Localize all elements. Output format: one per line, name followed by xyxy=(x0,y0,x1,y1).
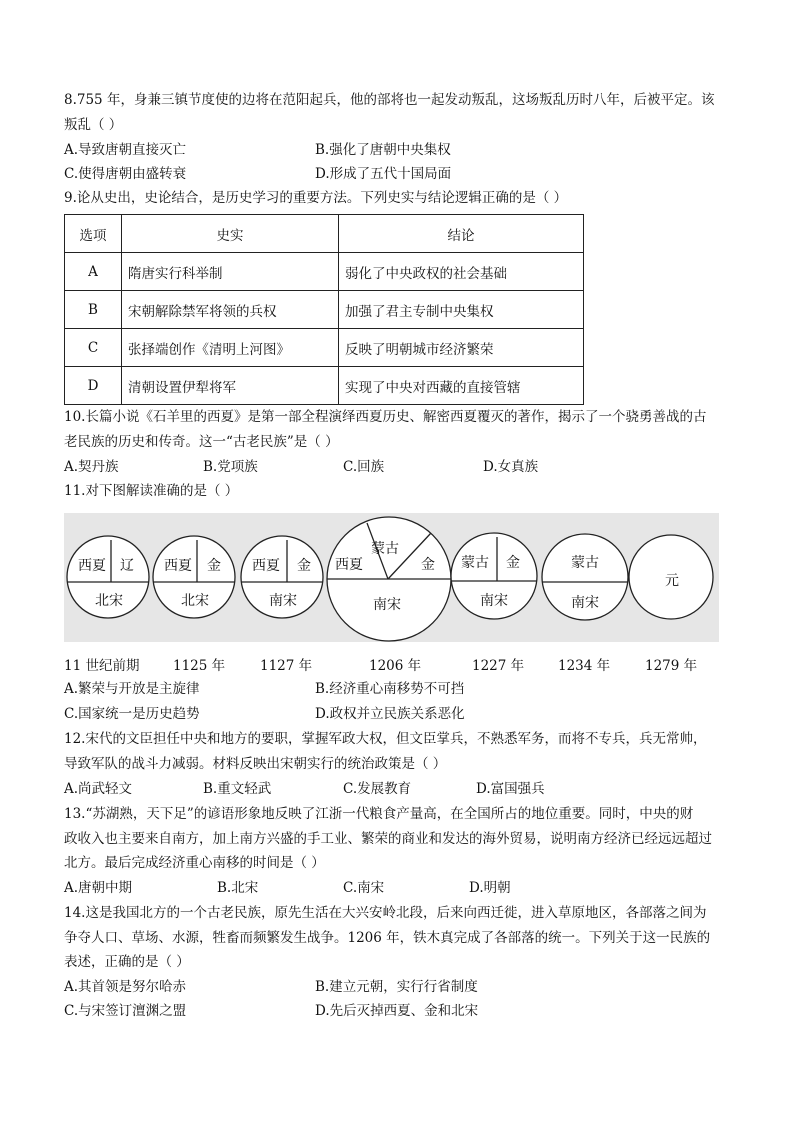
table-cell-conclusion: 加强了君主专制中央集权 xyxy=(339,291,584,329)
label: 金 xyxy=(297,558,311,574)
label: 西夏 xyxy=(78,558,106,574)
q8-option-a: A.导致唐朝直接灭亡 xyxy=(64,142,187,158)
q12-option-c: C.发展教育 xyxy=(343,781,412,797)
table-cell-fact: 宋朝解除禁军将领的兵权 xyxy=(122,291,339,329)
q14-option-b: B.建立元朝，实行行省制度 xyxy=(315,979,478,995)
year-label: 1234 年 xyxy=(558,658,611,674)
q10-stem-line1: 10.长篇小说《石羊里的西夏》是第一部全程演绎西夏历史、解密西夏覆灭的著作，揭示了一个骁勇善战的古 xyxy=(64,409,707,425)
q12-option-a: A.尚武轻文 xyxy=(64,781,133,797)
label: 南宋 xyxy=(571,595,599,611)
table-cell-fact: 清朝设置伊犁将军 xyxy=(122,367,339,405)
table-row xyxy=(65,329,584,367)
q10-option-d: D.女真族 xyxy=(483,459,539,475)
q11-stem: 11.对下图解读准确的是（ ） xyxy=(64,483,239,499)
table-cell-conclusion: 弱化了中央政权的社会基础 xyxy=(339,253,584,291)
label: 辽 xyxy=(120,558,134,574)
label: 蒙古 xyxy=(461,555,489,571)
q9-table xyxy=(64,214,584,405)
table-cell-conclusion: 反映了明朝城市经济繁荣 xyxy=(339,329,584,367)
table-row xyxy=(65,291,584,329)
label: 金 xyxy=(207,558,221,574)
q11-option-c: C.国家统一是历史趋势 xyxy=(64,706,200,722)
table-row xyxy=(65,253,584,291)
q12-option-d: D.富国强兵 xyxy=(476,781,545,797)
year-label: 1127 年 xyxy=(260,658,313,674)
table-header-option: 选项 xyxy=(65,215,122,253)
label: 金 xyxy=(506,555,520,571)
table-cell-option: D xyxy=(65,367,122,405)
label: 蒙古 xyxy=(371,541,399,557)
label: 北宋 xyxy=(95,593,123,609)
label: 北宋 xyxy=(181,593,209,609)
label: 西夏 xyxy=(335,557,363,573)
q13-stem-line2: 政收入也主要来自南方，加上南方兴盛的手工业、繁荣的商业和发达的海外贸易，说明南方经济已经远远超过 xyxy=(64,831,712,847)
q13-option-a: A.唐朝中期 xyxy=(64,880,133,896)
q8-stem-line2: 叛乱（ ） xyxy=(64,117,123,133)
q13-stem-line1: 13.“苏湖熟，天下足”的谚语形象地反映了江浙一代粮食产量高，在全国所占的地位重要。同时，中央的财 xyxy=(64,806,694,822)
year-label: 1125 年 xyxy=(173,658,226,674)
q8-option-b: B.强化了唐朝中央集权 xyxy=(315,142,451,158)
table-header-fact: 史实 xyxy=(122,215,339,253)
label: 蒙古 xyxy=(571,555,599,571)
q14-stem-line1: 14.这是我国北方的一个古老民族，原先生活在大兴安岭北段，后来向西迁徙，进入草原地区，各部落之间为 xyxy=(64,905,707,921)
label: 金 xyxy=(421,557,435,573)
table-row xyxy=(65,367,584,405)
q12-option-b: B.重文轻武 xyxy=(203,781,272,797)
year-label: 11 世纪前期 xyxy=(64,658,140,674)
table-cell-fact: 张择端创作《清明上河图》 xyxy=(122,329,339,367)
label: 西夏 xyxy=(164,558,192,574)
q8-stem-line1: 8.755 年，身兼三镇节度使的边将在范阳起兵，他的部将也一起发动叛乱，这场叛乱历时八年，后被平定。该 xyxy=(64,92,715,108)
q14-stem-line3: 表述，正确的是（ ） xyxy=(64,954,190,970)
q8-option-d: D.形成了五代十国局面 xyxy=(315,166,452,182)
q10-option-a: A.契丹族 xyxy=(64,459,119,475)
q11-option-b: B.经济重心南移势不可挡 xyxy=(315,681,465,697)
year-label: 1206 年 xyxy=(369,658,422,674)
q10-stem-line2: 老民族的历史和传奇。这一“古老民族”是（ ） xyxy=(64,434,339,450)
label: 南宋 xyxy=(373,597,401,613)
table-cell-option: A xyxy=(65,253,122,291)
q12-stem-line2: 导致军队的战斗力减弱。材料反映出宋朝实行的统治政策是（ ） xyxy=(64,756,447,772)
q12-stem-line1: 12.宋代的文臣担任中央和地方的要职，掌握军政大权，但文臣掌兵，不熟悉军务，而将不专兵，兵无常帅， xyxy=(64,731,707,747)
q13-option-c: C.南宋 xyxy=(343,880,385,896)
q10-option-c: C.回族 xyxy=(343,459,385,475)
table-cell-option: B xyxy=(65,291,122,329)
table-cell-fact: 隋唐实行科举制 xyxy=(122,253,339,291)
regime-circles-svg xyxy=(64,513,719,642)
year-label: 1279 年 xyxy=(645,658,698,674)
table-cell-option: C xyxy=(65,329,122,367)
q14-stem-line2: 争夺人口、草场、水源，牲畜而频繁发生战争。1206 年，铁木真完成了各部落的统一。下列关于这一民族的 xyxy=(64,930,711,946)
table-header-conclusion: 结论 xyxy=(339,215,584,253)
label: 西夏 xyxy=(252,558,280,574)
q9-stem: 9.论从史出，史论结合，是历史学习的重要方法。下列史实与结论逻辑正确的是（ ） xyxy=(64,190,568,206)
regime-circles-figure xyxy=(64,513,719,642)
q13-option-d: D.明朝 xyxy=(469,880,511,896)
q8-option-c: C.使得唐朝由盛转衰 xyxy=(64,166,187,182)
q11-option-a: A.繁荣与开放是主旋律 xyxy=(64,681,200,697)
table-header-row xyxy=(65,215,584,253)
q13-stem-line3: 北方。最后完成经济重心南移的时间是（ ） xyxy=(64,855,325,871)
table-cell-conclusion: 实现了中央对西藏的直接管辖 xyxy=(339,367,584,405)
q14-option-a: A.其首领是努尔哈赤 xyxy=(64,979,187,995)
q13-option-b: B.北宋 xyxy=(217,880,259,896)
q14-option-d: D.先后灭掉西夏、金和北宋 xyxy=(315,1003,479,1019)
q11-option-d: D.政权并立民族关系恶化 xyxy=(315,706,465,722)
label: 元 xyxy=(665,573,679,589)
label: 南宋 xyxy=(269,593,297,609)
q14-option-c: C.与宋签订澶渊之盟 xyxy=(64,1003,187,1019)
label: 南宋 xyxy=(480,593,508,609)
year-label: 1227 年 xyxy=(472,658,525,674)
q10-option-b: B.党项族 xyxy=(203,459,258,475)
